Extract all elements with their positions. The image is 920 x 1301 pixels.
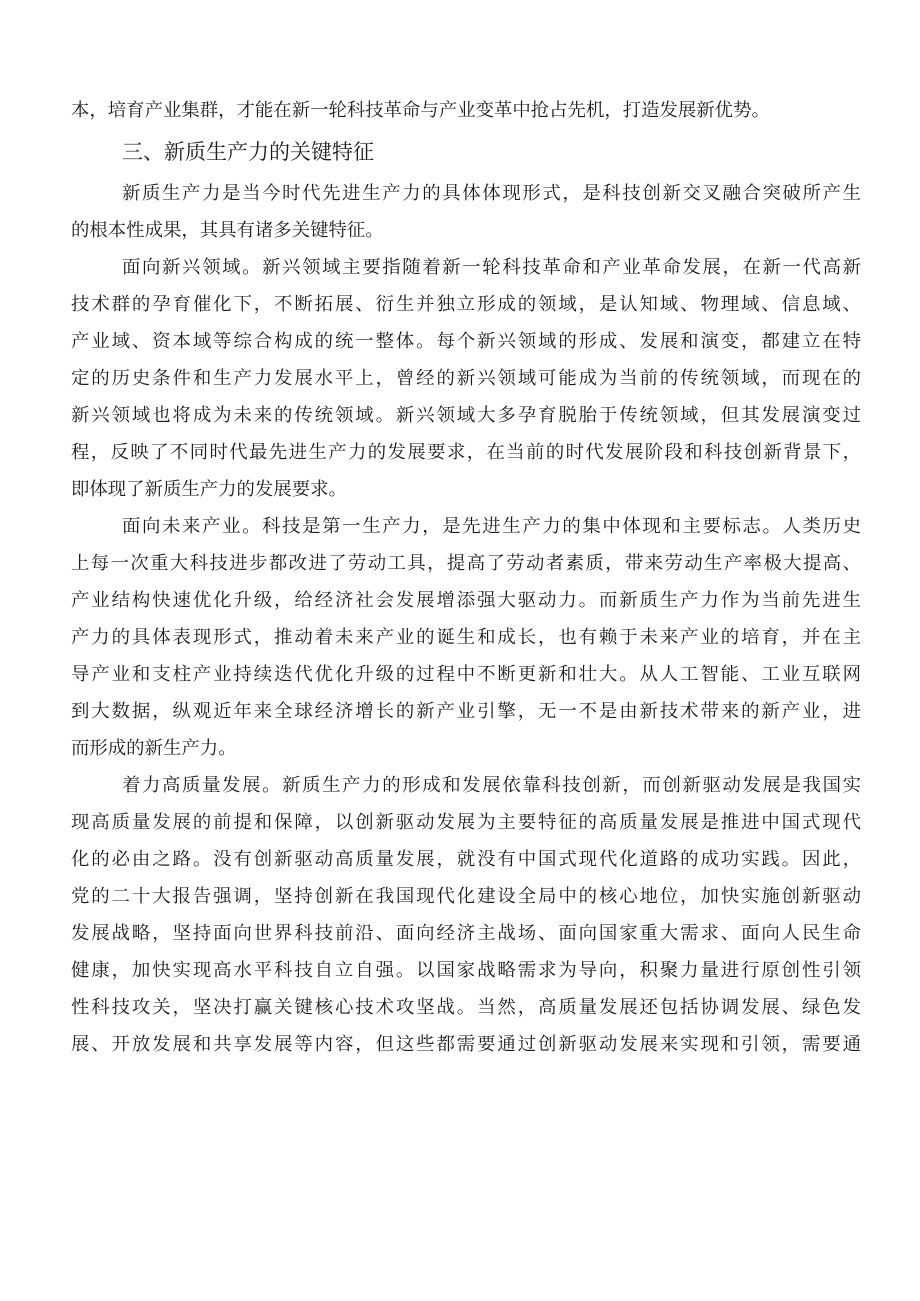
paragraph-line: 健康，加快实现高水平科技自立自强。以国家战略需求为导向，积聚力量进行原创性引领: [71, 960, 861, 981]
section-heading: 三、新质生产力的关键特征: [122, 140, 374, 164]
paragraph-line: 面向新兴领域。新兴领域主要指随着新一轮科技革命和产业革命发展，在新一代高新: [122, 257, 861, 278]
paragraph-line: 产业结构快速优化升级，给经济社会发展增添强大驱动力。而新质生产力作为当前先进生: [71, 590, 861, 611]
paragraph-line: 性科技攻关，坚决打赢关键核心技术攻坚战。当然，高质量发展还包括协调发展、绿色发: [71, 997, 861, 1018]
paragraph-line: 到大数据，纵观近年来全球经济增长的新产业引擎，无一不是由新技术带来的新产业，进: [71, 701, 861, 722]
document-page: [71, 92, 861, 1063]
paragraph-line: 新兴领域也将成为未来的传统领域。新兴领域大多孕育脱胎于传统领域，但其发展演变过: [71, 405, 861, 426]
paragraph-line: 面向未来产业。科技是第一生产力，是先进生产力的集中体现和主要标志。人类历史: [122, 516, 861, 537]
paragraph-line: 着力高质量发展。新质生产力的形成和发展依靠科技创新，而创新驱动发展是我国实: [122, 775, 861, 796]
paragraph: [71, 508, 861, 767]
paragraph: [71, 767, 861, 1063]
paragraph-line: 产力的具体表现形式，推动着未来产业的诞生和成长，也有赖于未来产业的培育，并在主: [71, 627, 861, 648]
paragraph-line: 新质生产力是当今时代先进生产力的具体体现形式，是科技创新交叉融合突破所产生: [122, 183, 861, 204]
paragraph-line: 党的二十大报告强调，坚持创新在我国现代化建设全局中的核心地位，加快实施创新驱动: [71, 886, 861, 907]
paragraph-line: 展、开放发展和共享发展等内容，但这些都需要通过创新驱动发展来实现和引领，需要通: [71, 1034, 861, 1055]
paragraph-line: 的根本性成果，其具有诸多关键特征。: [71, 220, 384, 241]
paragraph-line: 即体现了新质生产力的发展要求。: [71, 479, 347, 500]
paragraph-line: 而形成的新生产力。: [71, 738, 237, 759]
intro-line: 本，培育产业集群，才能在新一轮科技革命与产业变革中抢占先机，打造发展新优势。: [71, 100, 770, 121]
paragraph-line: 技术群的孕育催化下，不断拓展、衍生并独立形成的领域，是认知域、物理域、信息域、: [71, 294, 861, 315]
paragraph-line: 产业域、资本域等综合构成的统一整体。每个新兴领域的形成、发展和演变，都建立在特: [71, 331, 861, 352]
paragraph-line: 上每一次重大科技进步都改进了劳动工具，提高了劳动者素质，带来劳动生产率极大提高、: [71, 553, 861, 574]
paragraph-line: 程，反映了不同时代最先进生产力的发展要求，在当前的时代发展阶段和科技创新背景下，: [71, 442, 861, 463]
paragraph-line: 导产业和支柱产业持续迭代优化升级的过程中不断更新和壮大。从人工智能、工业互联网: [71, 664, 861, 685]
paragraphs-container: [71, 175, 861, 1063]
paragraph: [71, 175, 861, 249]
paragraph-line: 现高质量发展的前提和保障，以创新驱动发展为主要特征的高质量发展是推进中国式现代: [71, 812, 861, 833]
paragraph-line: 定的历史条件和生产力发展水平上，曾经的新兴领域可能成为当前的传统领域，而现在的: [71, 368, 861, 389]
paragraph-line: 发展战略，坚持面向世界科技前沿、面向经济主战场、面向国家重大需求、面向人民生命: [71, 923, 861, 944]
paragraph: [71, 249, 861, 508]
paragraph-line: 化的必由之路。没有创新驱动高质量发展，就没有中国式现代化道路的成功实践。因此，: [71, 849, 861, 870]
